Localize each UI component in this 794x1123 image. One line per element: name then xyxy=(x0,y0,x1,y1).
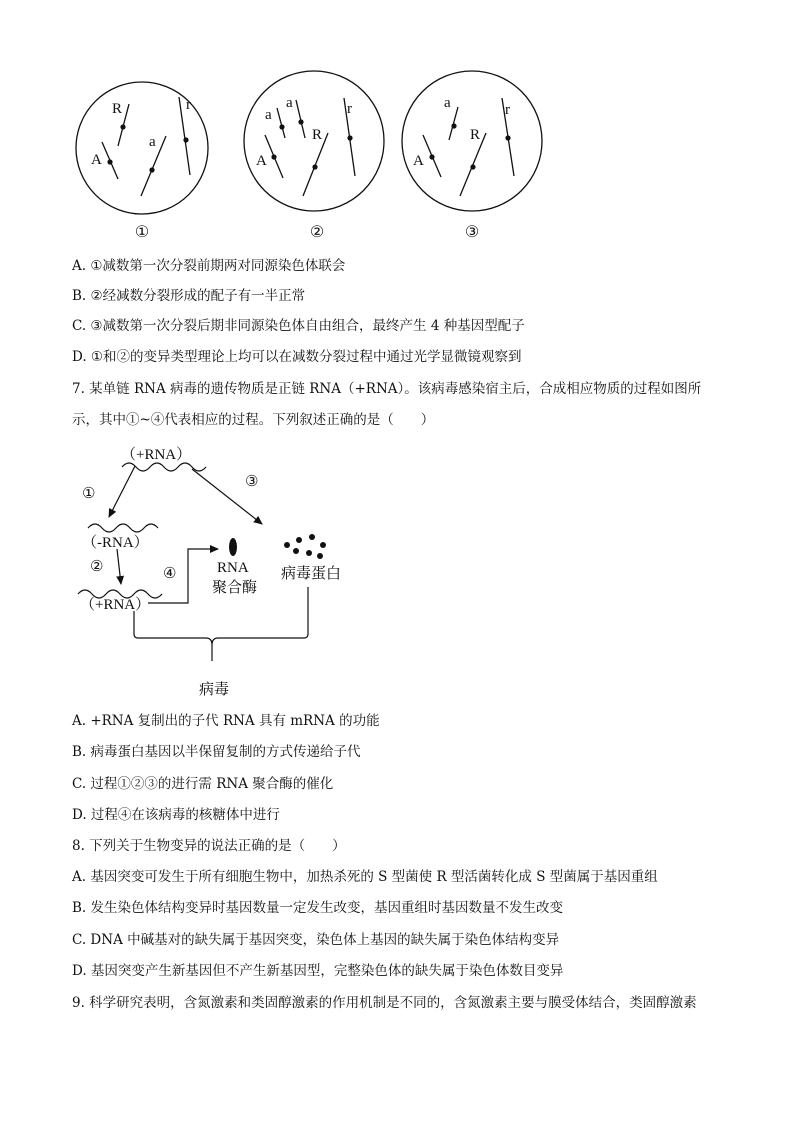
q6-option-b: B. ②经减数分裂形成的配子有一半正常 xyxy=(72,288,306,304)
cell-1-label-A: A xyxy=(91,152,102,168)
cell-2-centromere-a2 xyxy=(298,119,303,124)
label-virus: 病毒 xyxy=(199,682,230,698)
cell-3-label-R: R xyxy=(470,127,481,143)
label-step-3: ③ xyxy=(245,474,259,490)
cell-1-label-r: r xyxy=(186,97,191,113)
rna-polymerase-icon xyxy=(229,538,237,556)
cell-2-centromere-A xyxy=(271,154,276,159)
rna-virus-diagram xyxy=(0,435,794,705)
cell-1-label-a: a xyxy=(149,134,156,150)
cell-2-chromosome-a2 xyxy=(296,100,305,138)
cell-3-number: ③ xyxy=(464,224,480,241)
cell-2-label-R: R xyxy=(312,127,323,143)
cell-2-label-r: r xyxy=(347,101,352,117)
q7-option-b: B. 病毒蛋白基因以半保留复制的方式传递给子代 xyxy=(72,744,361,760)
label-bottom-rna: （+RNA） xyxy=(80,597,151,613)
label-step-1: ① xyxy=(82,486,96,502)
cells-figure xyxy=(0,0,794,250)
label-neg-rna: （-RNA） xyxy=(82,535,149,551)
cell-1-centromere-R xyxy=(120,124,125,129)
cell-1-label-R: R xyxy=(112,101,123,117)
q8-stem: 8. 下列关于生物变异的说法正确的是（ ） xyxy=(72,838,346,854)
cell-1-centromere-r xyxy=(183,137,188,142)
cell-1-centromere-A xyxy=(107,159,112,164)
cell-2-label-a2: a xyxy=(286,95,293,111)
label-top-rna: （+RNA） xyxy=(121,447,192,463)
cell-3-centromere-R xyxy=(470,164,475,169)
cell-1-number: ① xyxy=(134,224,150,241)
q7-stem-line-1: 7. 某单链 RNA 病毒的遗传物质是正链 RNA（+RNA）。该病毒感染宿主后，合成相应物质的过程如图所 xyxy=(72,381,702,397)
virus-bracket xyxy=(134,587,308,661)
label-step-4: ④ xyxy=(163,566,177,582)
q9-stem: 9. 科学研究表明，含氮激素和类固醇激素的作用机制是不同的，含氮激素主要与膜受体结合，类固醇激素 xyxy=(72,995,697,1011)
arrow-step-4 xyxy=(148,549,218,603)
cell-1-centromere-a xyxy=(149,167,154,172)
cell-2-chromosome-a1 xyxy=(277,108,285,138)
cell-3-centromere-r xyxy=(505,135,510,140)
cell-2-centromere-R xyxy=(312,164,317,169)
virus-protein-dots xyxy=(284,534,326,559)
label-step-2: ② xyxy=(90,559,104,575)
q7-option-a: A. +RNA 复制出的子代 RNA 具有 mRNA 的功能 xyxy=(72,713,380,729)
q7-option-d: D. 过程④在该病毒的核糖体中进行 xyxy=(72,807,280,823)
cell-3-label-a: a xyxy=(444,95,451,111)
cell-3-label-A: A xyxy=(413,153,424,169)
q6-option-a: A. ①减数第一次分裂前期两对同源染色体联会 xyxy=(72,258,346,274)
q7-stem-line-2: 示，其中①~④代表相应的过程。下列叙述正确的是（ ） xyxy=(72,412,435,428)
neg-rna-wave xyxy=(88,524,158,532)
label-rna-enzyme-line-1: RNA xyxy=(217,560,249,576)
cell-2-label-a1: a xyxy=(265,107,272,123)
q8-option-d: D. 基因突变产生新基因但不产生新基因型，完整染色体的缺失属于染色体数目变异 xyxy=(72,963,564,979)
cell-2-label-A: A xyxy=(256,153,267,169)
cell-2-centromere-a1 xyxy=(279,124,284,129)
cell-2-centromere-r xyxy=(347,135,352,140)
cell-3-centromere-a xyxy=(451,123,456,128)
arrow-step-1 xyxy=(109,466,135,517)
q8-option-c: C. DNA 中碱基对的缺失属于基因突变，染色体上基因的缺失属于染色体结构变异 xyxy=(72,932,560,948)
cell-2-number: ② xyxy=(309,224,325,241)
cell-3-centromere-A xyxy=(429,154,434,159)
q8-option-a: A. 基因突变可发生于所有细胞生物中，加热杀死的 S 型菌使 R 型活菌转化成 S 型菌属于基因重组 xyxy=(72,869,658,885)
arrow-step-2 xyxy=(117,549,121,584)
q7-option-c: C. 过程①②③的进行需 RNA 聚合酶的催化 xyxy=(72,776,334,792)
q6-option-d: D. ①和②的变异类型理论上均可以在减数分裂过程中通过光学显微镜观察到 xyxy=(72,349,522,365)
q6-option-c: C. ③减数第一次分裂后期非同源染色体自由组合，最终产生 4 种基因型配子 xyxy=(72,318,525,334)
label-virus-protein: 病毒蛋白 xyxy=(281,566,342,582)
cell-3-label-r: r xyxy=(505,102,510,118)
label-rna-enzyme-line-2: 聚合酶 xyxy=(212,580,258,596)
q8-option-b: B. 发生染色体结构变异时基因数量一定发生改变，基因重组时基因数量不发生改变 xyxy=(72,900,564,916)
